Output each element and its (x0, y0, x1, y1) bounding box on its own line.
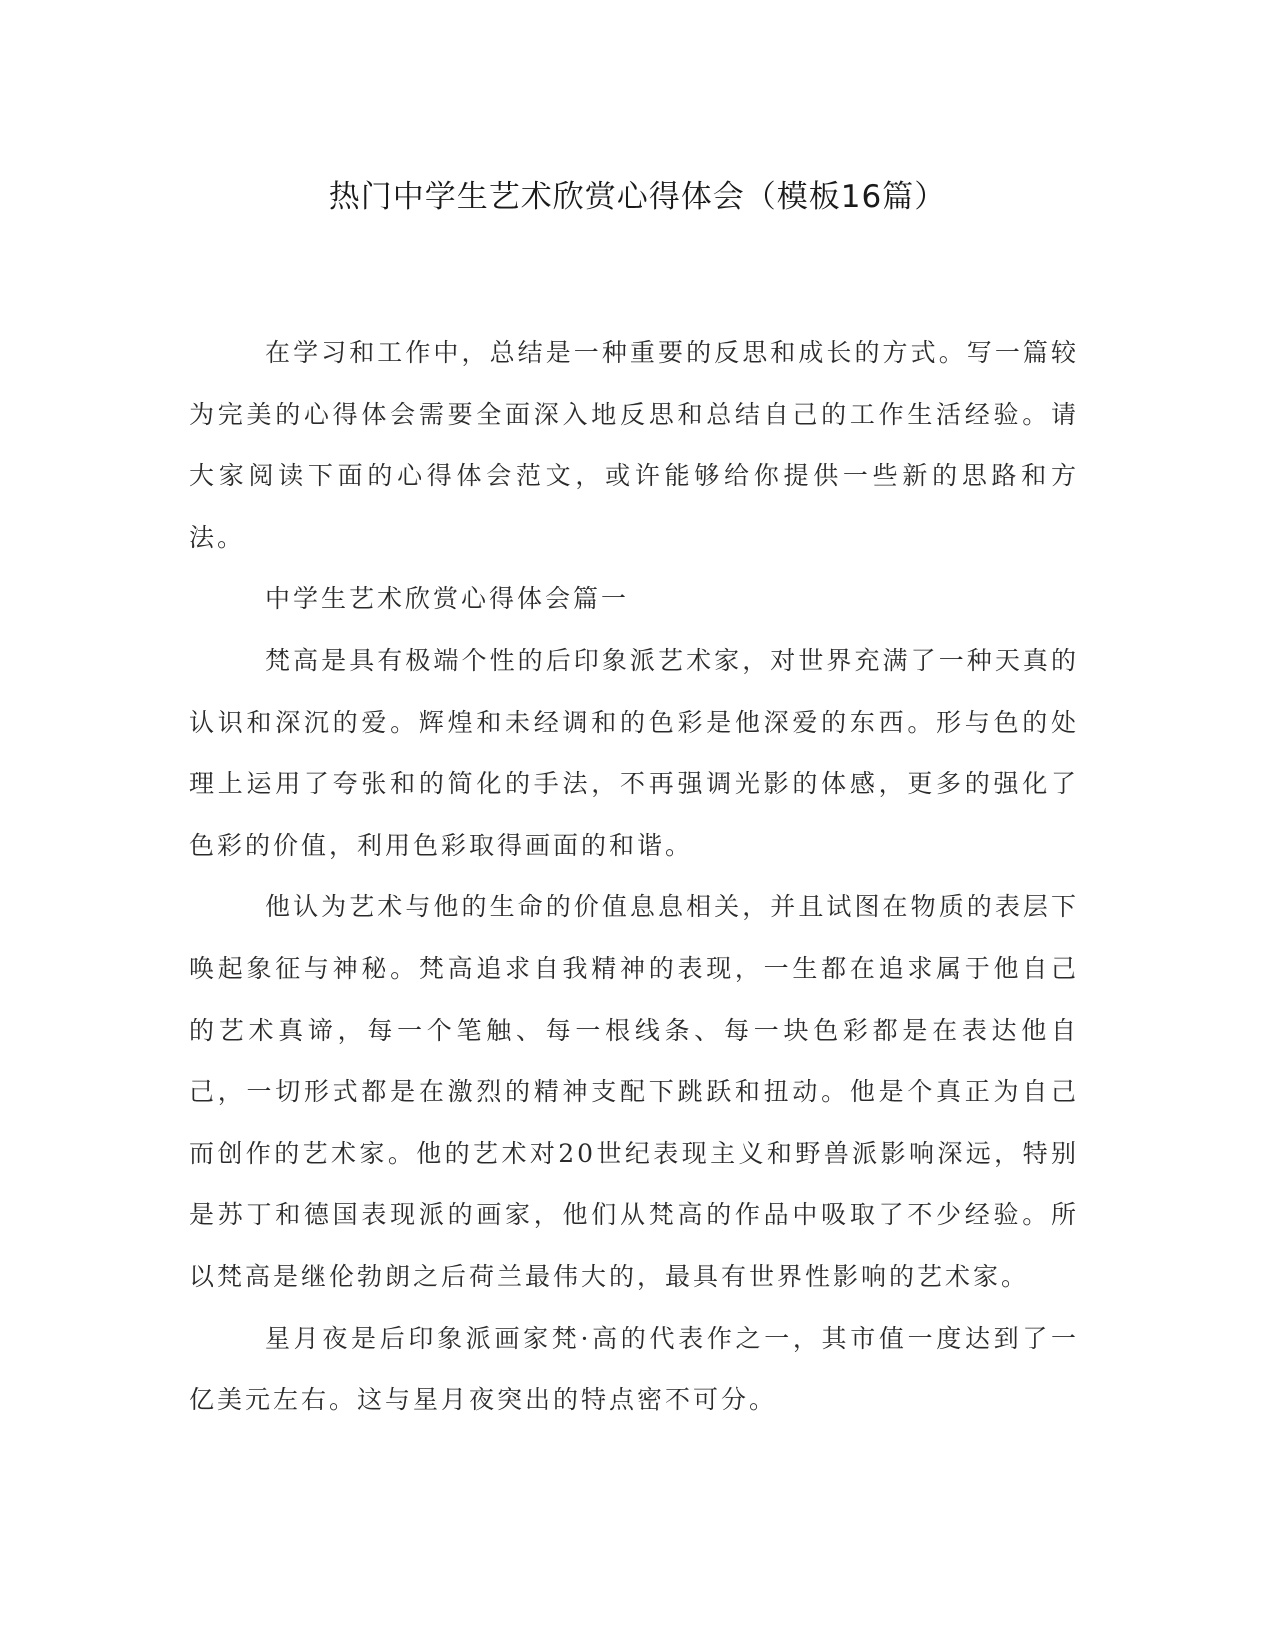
section-heading: 中学生艺术欣赏心得体会篇一 (265, 584, 630, 614)
paragraph-intro: 在学习和工作中，总结是一种重要的反思和成长的方式。写一篇较为完美的心得体会需要全面深入地反思和总结自己的工作生活经验。请大家阅读下面的心得体会范文，或许能够给你提供一些新的思路和方法。 (189, 338, 1079, 552)
document-body (189, 322, 1079, 1431)
paragraph: 星月夜是后印象派画家梵·高的代表作之一，其市值一度达到了一亿美元左右。这与星月夜突出的特点密不可分。 (189, 1323, 1079, 1415)
paragraph: 他认为艺术与他的生命的价值息息相关，并且试图在物质的表层下唤起象征与神秘。梵高追求自我精神的表现，一生都在追求属于他自己的艺术真谛，每一个笔触、每一根线条、每一块色彩都是在表达他自己，一切形式都是在激烈的精神支配下跳跃和扭动。他是个真正为自己而创作的艺术家。他的艺术对20世纪表现主义和野兽派影响深远，特别是苏丁和德国表现派的画家，他们从梵高的作品中吸取了不少经验。所以梵高是继伦勃朗之后荷兰最伟大的，最具有世界性影响的艺术家。 (189, 892, 1079, 1291)
paragraph: 梵高是具有极端个性的后印象派艺术家，对世界充满了一种天真的认识和深沉的爱。辉煌和未经调和的色彩是他深爱的东西。形与色的处理上运用了夸张和的简化的手法，不再强调光影的体感，更多的强化了色彩的价值，利用色彩取得画面的和谐。 (189, 645, 1079, 860)
document-title: 热门中学生艺术欣赏心得体会（模板16篇） (328, 179, 947, 215)
